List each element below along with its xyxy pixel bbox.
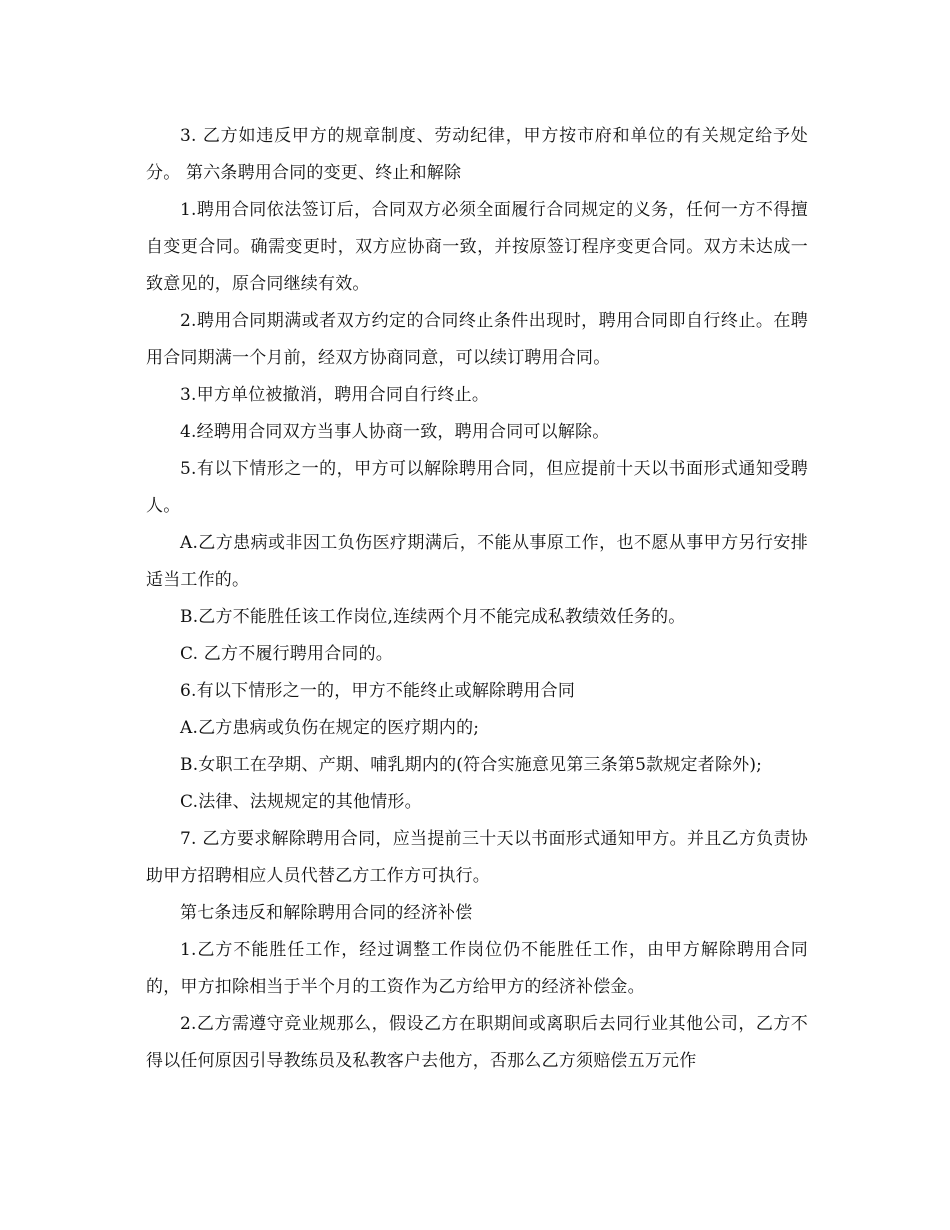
paragraph-unit-dissolved: 3.甲方单位被撤消，聘用合同自行终止。 [180, 385, 490, 405]
paragraph-contract-expiry: 2.聘用合同期满或者双方约定的合同终止条件出现时，聘用合同即自行终止。在聘用合同期满一个月前，经双方协商同意，可以续订聘用合同。 [146, 311, 808, 368]
document-body [146, 118, 808, 1080]
paragraph-item-a-illness: A.乙方患病或非因工负伤医疗期满后，不能从事原工作，也不愿从事甲方另行安排适当工作的。 [146, 533, 808, 590]
paragraph-item-a-medical-period: A.乙方患病或负伤在规定的医疗期内的; [180, 718, 480, 738]
paragraph-clause-3-discipline: 3. 乙方如违反甲方的规章制度、劳动纪律，甲方按市府和单位的有关规定给予处分。 第六条聘用合同的变更、终止和解除 [146, 126, 808, 183]
paragraph-no-termination: 6.有以下情形之一的，甲方不能终止或解除聘用合同 [180, 681, 576, 701]
paragraph-item-c-other: C.法律、法规规定的其他情形。 [180, 792, 422, 812]
section-heading-article-7: 第七条违反和解除聘用合同的经济补偿 [180, 903, 473, 923]
paragraph-contract-change: 1.聘用合同依法签订后，合同双方必须全面履行合同规定的义务，任何一方不得擅自变更合同。确需变更时，双方应协商一致，并按原签订程序变更合同。双方未达成一致意见的，原合同继续有效。 [146, 200, 808, 294]
paragraph-employee-resignation: 7. 乙方要求解除聘用合同，应当提前三十天以书面形式通知甲方。并且乙方负责协助甲方招聘相应人员代替乙方工作方可执行。 [146, 829, 808, 886]
paragraph-non-compete: 2.乙方需遵守竞业规那么，假设乙方在职期间或离职后去同行业其他公司，乙方不得以任何原因引导教练员及私教客户去他方，否那么乙方须赔偿五万元作 [146, 1014, 808, 1071]
paragraph-item-b-incompetence: B.乙方不能胜任该工作岗位,连续两个月不能完成私教绩效任务的。 [180, 607, 686, 627]
paragraph-item-b-maternity: B.女职工在孕期、产期、哺乳期内的(符合实施意见第三条第5款规定者除外); [180, 755, 763, 775]
paragraph-employer-termination: 5.有以下情形之一的，甲方可以解除聘用合同，但应提前十天以书面形式通知受聘人。 [146, 459, 808, 516]
paragraph-mutual-termination: 4.经聘用合同双方当事人协商一致，聘用合同可以解除。 [180, 422, 610, 442]
paragraph-compensation-incompetence: 1.乙方不能胜任工作，经过调整工作岗位仍不能胜任工作，由甲方解除聘用合同的，甲方扣除相当于半个月的工资作为乙方给甲方的经济补偿金。 [146, 940, 808, 997]
paragraph-item-c-breach: C. 乙方不履行聘用合同的。 [180, 644, 394, 664]
